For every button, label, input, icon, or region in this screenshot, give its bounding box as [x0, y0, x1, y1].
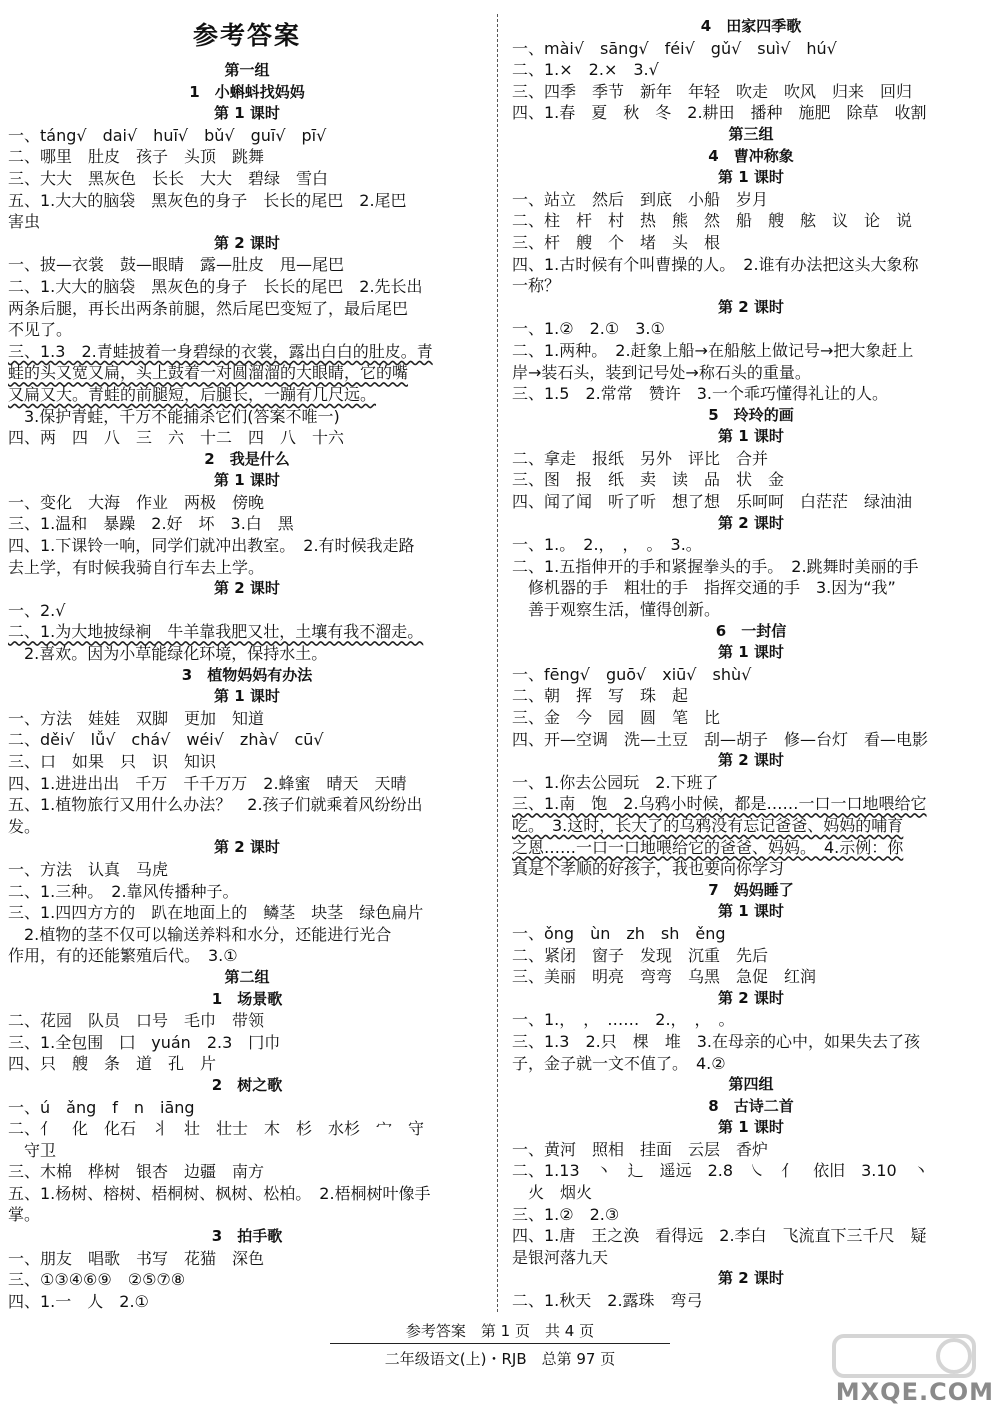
wavy-underline-text: 三、1.3 2.青蛙披着一身碧绿的衣裳，露出白白的肚皮。青	[8, 341, 433, 361]
lesson-heading: 1 小蝌蚪找妈妈	[189, 82, 305, 101]
answer-line: 作用，有的还能繁殖后代。 3.①	[8, 946, 238, 966]
answer-line: 三、1.3 2.只 棵 堆 3.在母亲的心中，如果失去了孩	[512, 1031, 920, 1051]
lesson-heading: 7 妈妈睡了	[708, 880, 794, 899]
footer-page-info: 参考答案 第 1 页 共 4 页	[405, 1322, 595, 1340]
period-heading: 第 1 课时	[718, 1118, 784, 1137]
answer-line: 二、1.秋天 2.露珠 弯弓	[512, 1291, 703, 1311]
answer-line: 二、柱 杆 村 热 熊 然 船 艘 舷 议 论 说	[512, 211, 913, 231]
answer-line: 一、ǒng ùn zh sh ěng	[512, 923, 726, 943]
answer-line-underlined	[8, 384, 486, 406]
answer-line: 二、花园 队员 口号 毛巾 带领	[8, 1011, 265, 1031]
answer-line: 四、闻了闻 听了听 想了想 乐呵呵 白茫茫 绿油油	[512, 492, 913, 512]
answer-line: 二、亻 化 化石 丬 壮 壮士 木 杉 水杉 宀 守	[8, 1119, 425, 1139]
answer-line: 三、四季 季节 新年 年轻 吹走 吹风 归来 回归	[512, 81, 913, 101]
answer-line: 四、只 艘 条 道 孔 片	[8, 1054, 217, 1074]
answer-line: 一、1.你去公园玩 2.下班了	[512, 772, 719, 792]
answer-line: 2.植物的茎不仅可以输送养料和水分，还能进行光合	[8, 924, 392, 944]
lesson-heading: 6 一封信	[715, 621, 787, 640]
answer-line: 两条后腿，再长出两条前腿，然后尾巴变短了，最后尾巴	[8, 298, 409, 318]
answer-line: 一、变化 大海 作业 两极 傍晚	[8, 492, 265, 512]
answer-line: 三、1.② 2.③	[512, 1204, 620, 1224]
answer-line: 二、1.× 2.× 3.√	[512, 60, 659, 80]
period-heading: 第 2 课时	[214, 233, 280, 252]
answer-line: 一、1.。 2.， ， 。 3.。	[512, 535, 702, 555]
group-heading: 第二组	[224, 967, 270, 986]
answer-line: 一、方法 娃娃 双脚 更加 知道	[8, 708, 265, 728]
answer-line: 一、1.， ， …… 2.， ， 。	[512, 1010, 735, 1030]
answer-line: 岸→装石头，装到记号处→称石头的重量。	[512, 362, 811, 382]
answer-line: 三、①③④⑥⑨ ②⑤⑦⑧	[8, 1270, 186, 1290]
answer-line: 三、木棉 桦树 银杏 边疆 南方	[8, 1162, 265, 1182]
wavy-underline-text: 三、1.南 饱 2.乌鸦小时候，都是……一口一口地喂给它	[512, 794, 927, 814]
wavy-underline-text: 蛙的头又宽又扁，头上鼓着一对圆溜溜的大眼睛，它的嘴	[8, 363, 409, 383]
page-title: 参考答案	[192, 21, 301, 50]
answer-line: 五、1.大大的脑袋 黑灰色的身子 长长的尾巴 2.尾巴	[8, 190, 407, 210]
answer-line: 二、1.五指伸开的手和紧握拳头的手。 2.跳舞时美丽的手	[512, 556, 919, 576]
period-heading: 第 1 课时	[718, 427, 784, 446]
answer-line: 三、1.四四方方的 趴在地面上的 鳞茎 块茎 绿色扁片	[8, 903, 424, 923]
period-heading: 第 2 课时	[718, 513, 784, 532]
period-heading: 第 1 课时	[718, 643, 784, 662]
answer-line: 四、1.唐 王之涣 看得远 2.李白 飞流直下三千尺 疑	[512, 1226, 927, 1246]
lesson-heading: 2 树之歌	[211, 1075, 283, 1094]
answer-line: 一、站立 然后 到底 小船 岁月	[512, 189, 769, 209]
answer-line: 二、1.13 丶 辶 遥远 2.8 ㇏ 亻 依旧 3.10 丶	[512, 1161, 929, 1181]
answer-line-underlined	[8, 341, 486, 363]
answer-line: 五、1.植物旅行又用什么办法？ 2.孩子们就乘着风纷纷出	[8, 795, 423, 815]
lesson-heading: 4 田家四季歌	[700, 17, 802, 35]
answer-line-underlined	[8, 362, 486, 384]
answer-line: 一、táng√ dai√ huī√ bǔ√ guī√ pī√	[8, 125, 327, 145]
answer-line: 四、1.一 人 2.①	[8, 1291, 149, 1311]
answer-line: 守卫	[8, 1140, 57, 1160]
answer-line: 一、2.√	[8, 600, 66, 620]
period-heading: 第 1 课时	[214, 471, 280, 490]
answer-line: 二、哪里 肚皮 孩子 头顶 跳舞	[8, 147, 265, 167]
answer-line: 三、1.温和 暴躁 2.好 坏 3.白 黑	[8, 514, 294, 534]
answer-line: 一、方法 认真 马虎	[8, 859, 169, 879]
answer-line: 3.保护青蛙，千万不能捕杀它们(答案不唯一)	[8, 406, 340, 426]
answer-line: 三、美丽 明亮 弯弯 乌黑 急促 红润	[512, 967, 817, 987]
answer-line: 修机器的手 粗壮的手 指挥交通的手 3.因为“我”	[512, 578, 896, 598]
group-heading: 第一组	[224, 61, 270, 79]
answer-line: 一、fēng√ guō√ xiū√ shù√	[512, 664, 752, 684]
lesson-heading: 1 场景歌	[211, 989, 283, 1008]
answer-line: 不见了。	[8, 320, 73, 340]
answer-line: 三、大大 黑灰色 长长 大大 碧绿 雪白	[8, 168, 329, 188]
answer-line: 一、ú ǎng f n iāng	[8, 1097, 195, 1117]
footer-rule	[330, 1343, 670, 1344]
answer-line: 五、1.杨树、榕树、梧桐树、枫树、松柏。 2.梧桐树叶像手	[8, 1183, 431, 1203]
period-heading: 第 2 课时	[718, 1269, 784, 1288]
answer-line: 二、1.大大的脑袋 黑灰色的身子 长长的尾巴 2.先长出	[8, 276, 423, 296]
period-heading: 第 2 课时	[718, 751, 784, 770]
lesson-heading: 3 植物妈妈有办法	[181, 665, 313, 684]
answer-column-right	[512, 16, 990, 1312]
column-divider	[497, 14, 498, 1312]
answer-line: 四、1.古时候有个叫曹操的人。 2.谁有办法把这头大象称	[512, 254, 919, 274]
answer-line: 四、两 四 八 三 六 十二 四 八 十六	[8, 428, 345, 448]
answer-line: 三、金 今 园 圆 笔 比	[512, 708, 721, 727]
answer-line: 一、披—衣裳 鼓—眼睛 露—肚皮 甩—尾巴	[8, 255, 345, 275]
group-heading: 第四组	[728, 1075, 774, 1094]
answer-line: 是银河落九天	[512, 1247, 609, 1267]
answer-line: 一、朋友 唱歌 书写 花猫 深色	[8, 1248, 265, 1268]
answer-line: 掌。	[8, 1205, 41, 1225]
answer-line: 害虫	[8, 212, 41, 232]
period-heading: 第 1 课时	[718, 168, 784, 187]
answer-line: 二、紧闭 窗子 发现 沉重 先后	[512, 945, 769, 965]
answer-column-left	[8, 60, 486, 1312]
answer-line: 真是个孝顺的好孩子，我也要向你学习	[512, 859, 785, 879]
wavy-underline-text: 又扁又大。青蛙的前腿短，后腿长，一蹦有几尺远。	[8, 384, 377, 404]
answer-line: 发。	[8, 816, 41, 836]
answer-line: 四、1.进进出出 千万 千千万万 2.蜂蜜 晴天 天晴	[8, 773, 407, 793]
answer-line: 一、1.② 2.① 3.①	[512, 319, 665, 339]
answer-line: 三、杆 艘 个 堵 头 根	[512, 232, 721, 252]
answer-line: 三、口 如果 只 识 知识	[8, 752, 217, 771]
answer-line: 三、1.全包围 囗 yuán 2.3 冂巾	[8, 1032, 281, 1052]
period-heading: 第 1 课时	[718, 902, 784, 921]
answer-line-underlined	[512, 793, 990, 815]
answer-line: 善于观察生活，懂得创新。	[512, 600, 721, 620]
period-heading: 第 2 课时	[214, 838, 280, 857]
answer-line-underlined	[512, 815, 990, 837]
answer-line: 二、1.两种。 2.赶象上船→在船舷上做记号→把大象赶上	[512, 340, 914, 360]
answer-line-underlined	[8, 621, 486, 643]
answer-line: 火 烟火	[512, 1183, 593, 1203]
lesson-heading: 2 我是什么	[204, 449, 290, 468]
answer-line: 三、1.5 2.常常 赞许 3.一个乖巧懂得礼让的人。	[512, 384, 888, 404]
answer-line: 二、děi√ lǚ√ chá√ wéi√ zhà√ cū√	[8, 730, 324, 750]
answer-line: 三、图 报 纸 卖 读 品 状 金	[512, 470, 785, 490]
wavy-underline-text: 二、1.为大地披绿裥 牛羊靠我肥又壮，土壤有我不溜走。	[8, 622, 424, 642]
period-heading: 第 2 课时	[718, 988, 784, 1007]
lesson-heading: 8 古诗二首	[708, 1096, 794, 1115]
wavy-underline-text: 吃。 3.这时，长大了的乌鸦没有忘记爸爸、妈妈的哺育	[512, 815, 904, 835]
lesson-heading: 4 曹冲称象	[708, 146, 794, 165]
watermark-text: MXQE.COM	[835, 1378, 994, 1406]
answer-line: 去上学，有时候我骑自行车去上学。	[8, 557, 265, 577]
answer-line: 二、1.三种。 2.靠风传播种子。	[8, 881, 239, 901]
answer-line-underlined	[512, 837, 990, 859]
answer-line: 二、拿走 报纸 另外 评比 合并	[512, 448, 769, 468]
wavy-underline-text: 之恩……一口一口地喂给它的爸爸、妈妈。 4.示例：你	[512, 837, 904, 857]
period-heading: 第 2 课时	[214, 579, 280, 598]
answer-line: 一、mài√ sāng√ féi√ gǔ√ suì√ hú√	[512, 38, 837, 58]
period-heading: 第 1 课时	[214, 104, 280, 123]
answer-line: 一、黄河 照相 挂面 云层 香炉	[512, 1139, 769, 1159]
lesson-heading: 3 拍手歌	[211, 1227, 283, 1246]
answer-line: 四、开—空调 洗—土豆 刮—胡子 修—台灯 看—电影	[512, 729, 929, 749]
answer-line: 四、1.下课铃一响，同学们就冲出教室。 2.有时候我走路	[8, 536, 415, 556]
answer-line: 二、朝 挥 写 珠 起	[512, 686, 689, 706]
answer-line: 四、1.春 夏 秋 冬 2.耕田 播种 施肥 除草 收割	[512, 103, 927, 123]
lesson-heading: 5 玲玲的画	[708, 405, 794, 424]
answer-line: 一称？	[512, 276, 561, 296]
answer-line: 子，金子就一文不值了。 4.②	[512, 1053, 726, 1073]
footer-book-info: 二年级语文(上)・RJB 总第 97 页	[384, 1350, 616, 1368]
period-heading: 第 2 课时	[718, 297, 784, 316]
group-heading: 第三组	[728, 124, 774, 143]
answer-line: 2.喜欢。因为小草能绿化环境，保持水土。	[8, 644, 328, 664]
period-heading: 第 1 课时	[214, 687, 280, 706]
